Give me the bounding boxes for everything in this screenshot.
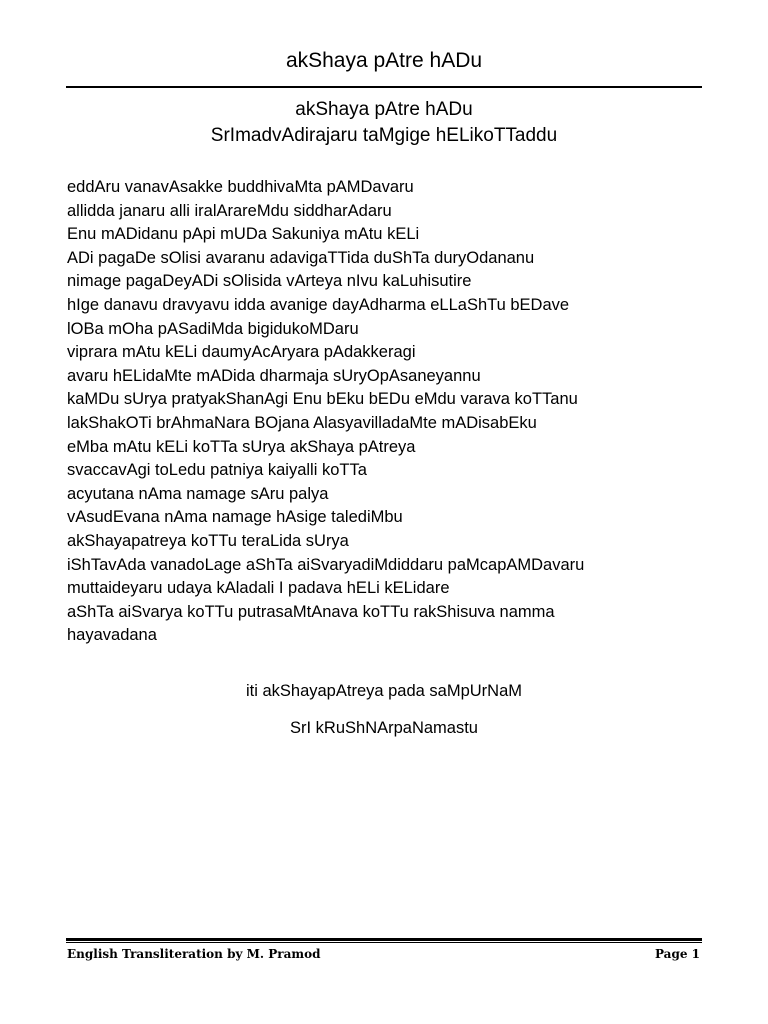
page-header xyxy=(0,48,768,74)
verse-line: acyutana nAma namage sAru palya xyxy=(67,484,329,503)
verse-line: akShayapatreya koTTu teraLida sUrya xyxy=(67,531,349,550)
verse-line: avaru hELidaMte mADida dharmaja sUryOpAsaneyannu xyxy=(67,366,481,385)
verse-line: allidda janaru alli iralArareMdu siddharAdaru xyxy=(67,201,392,220)
footer-divider-thin xyxy=(66,942,702,943)
verse-line: hIge danavu dravyavu idda avanige dayAdharma eLLaShTu bEDave xyxy=(67,295,570,314)
footer-divider-thick xyxy=(66,938,702,941)
song-title: akShaya pAtre hADu xyxy=(295,99,473,120)
verse-line: vAsudEvana nAma namage hAsige talediMbu xyxy=(67,508,403,527)
verse-line: aShTa aiSvarya koTTu putrasaMtAnava koTTu rakShisuva namma xyxy=(67,602,555,621)
verse-line: viprara mAtu kELi daumyAcAryara pAdakkeragi xyxy=(67,343,416,362)
closing-invocation: SrI kRuShNArpaNamastu xyxy=(290,719,478,737)
song-subtitle: SrImadvAdirajaru taMgige hELikoTTaddu xyxy=(210,125,558,146)
verse-line: iShTavAda vanadoLage aShTa aiSvaryadiMdiddaru paMcapAMDavaru xyxy=(67,555,585,574)
verse-line: svaccavAgi toLedu patniya kaiyalli koTTa xyxy=(67,461,367,480)
title-block xyxy=(0,97,768,149)
verse-line: Enu mADidanu pApi mUDa Sakuniya mAtu kELi xyxy=(67,225,420,244)
page-number: Page 1 xyxy=(654,947,700,961)
verse-line: lOBa mOha pASadiMda bigidukoMDaru xyxy=(67,319,359,338)
verse-line: kaMDu sUrya pratyakShanAgi Enu bEku bEDu eMdu varava koTTanu xyxy=(67,390,578,409)
page-header-title: akShaya pAtre hADu xyxy=(285,49,483,72)
footer-credit: English Transliteration by M. Pramod xyxy=(67,947,321,961)
header-divider xyxy=(66,86,702,88)
verse-line: lakShakOTi brAhmaNara BOjana AlasyavilladaMte mADisabEku xyxy=(67,413,537,432)
closing-statement: iti akShayapAtreya pada saMpUrNaM xyxy=(245,682,523,700)
verse-body xyxy=(67,176,707,648)
verse-line: eMba mAtu kELi koTTa sUrya akShaya pAtreya xyxy=(67,437,416,456)
verse-line: hayavadana xyxy=(67,626,157,645)
verse-line: eddAru vanavAsakke buddhivaMta pAMDavaru xyxy=(67,178,414,196)
verse-line: nimage pagaDeyADi sOlisida vArteya nIvu kaLuhisutire xyxy=(67,272,472,291)
verse-line: ADi pagaDe sOlisi avaranu adavigaTTida duShTa duryOdananu xyxy=(67,248,535,267)
verse-line: muttaideyaru udaya kAladali I padava hELi kELidare xyxy=(67,579,450,598)
